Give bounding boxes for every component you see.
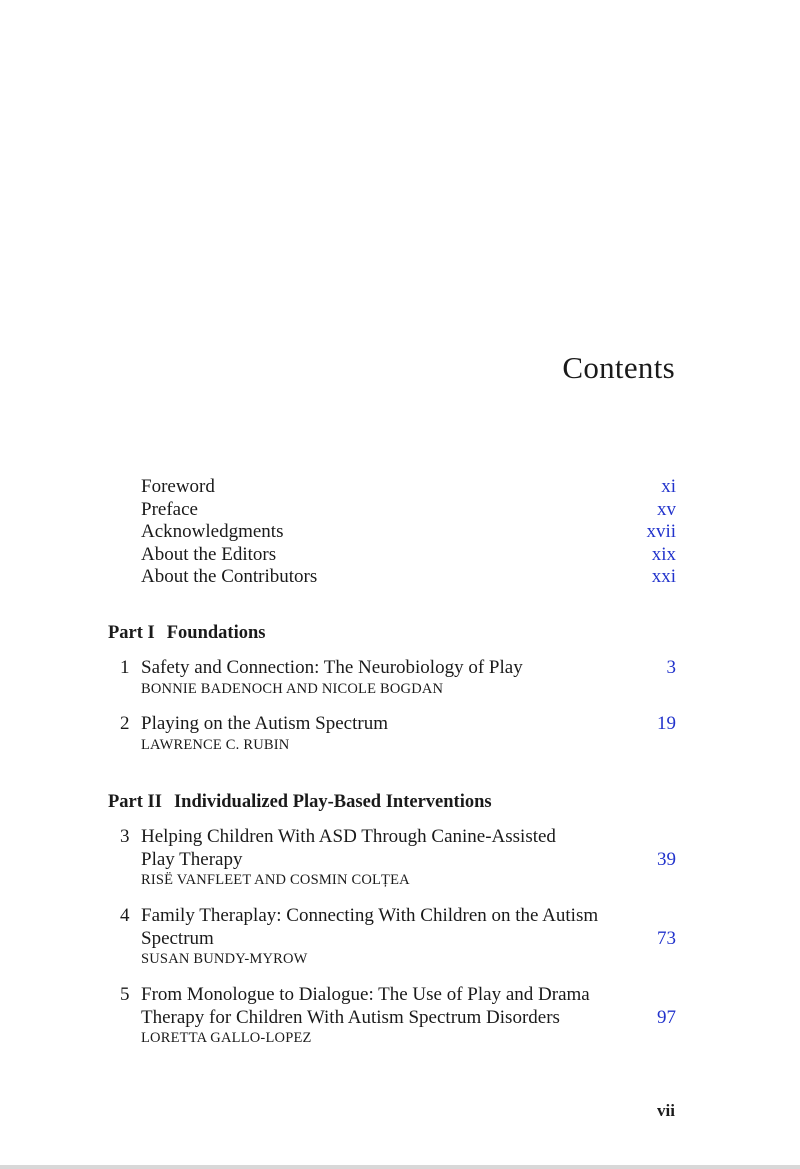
- chapter-author: LAWRENCE C. RUBIN: [141, 736, 290, 753]
- entry-page-number[interactable]: xxi: [651, 566, 676, 587]
- entry-title: About the Contributors: [141, 566, 318, 587]
- chapter-page-number[interactable]: 97: [657, 1006, 676, 1028]
- entry-page-number[interactable]: xi: [661, 476, 676, 497]
- part-heading: [108, 792, 492, 813]
- entry-page-number[interactable]: xix: [651, 543, 676, 565]
- entry-page-number[interactable]: xv: [657, 498, 676, 520]
- toc-entry-about-contributors[interactable]: [141, 566, 676, 589]
- part-label: Part I: [108, 623, 155, 643]
- entry-title: Preface: [141, 498, 198, 520]
- part-title: Foundations: [166, 623, 266, 643]
- toc-entry-preface[interactable]: [141, 499, 676, 522]
- chapter-title-line: Playing on the Autism Spectrum: [141, 713, 388, 734]
- entry-page-number[interactable]: xvii: [646, 521, 676, 542]
- chapter-title-line: Therapy for Children With Autism Spectrum Disorders: [141, 1006, 560, 1028]
- contents-heading: Contents: [562, 350, 675, 385]
- toc-entry-acknowledgments[interactable]: [141, 521, 676, 544]
- part-label: Part II: [108, 792, 162, 812]
- page-folio: vii: [657, 1101, 675, 1120]
- chapter-entry[interactable]: [108, 905, 676, 969]
- chapter-page-number[interactable]: 3: [666, 657, 676, 678]
- chapter-author: LORETTA GALLO-LOPEZ: [141, 1030, 312, 1046]
- part-title: Individualized Play-Based Interventions: [173, 792, 492, 812]
- chapter-page-number[interactable]: 73: [657, 927, 676, 949]
- page-bottom-edge: [0, 1165, 800, 1169]
- chapter-number: 4: [120, 905, 130, 926]
- chapter-page-number[interactable]: 19: [657, 713, 676, 734]
- chapter-title-line: Safety and Connection: The Neurobiology of Play: [141, 657, 523, 678]
- chapter-entry[interactable]: [108, 713, 676, 755]
- chapter-page-number[interactable]: 39: [657, 848, 676, 870]
- entry-title: About the Editors: [141, 543, 277, 565]
- chapter-author: BONNIE BADENOCH AND NICOLE BOGDAN: [141, 680, 444, 697]
- chapter-number: 1: [120, 657, 130, 678]
- chapter-title-line: Family Theraplay: Connecting With Children on the Autism: [141, 905, 599, 926]
- chapter-entry[interactable]: [108, 984, 676, 1048]
- chapter-number: 2: [120, 713, 130, 734]
- entry-title: Acknowledgments: [141, 521, 284, 542]
- chapter-title-line: Play Therapy: [141, 848, 243, 870]
- chapter-entry[interactable]: [108, 657, 676, 699]
- chapter-author: SUSAN BUNDY-MYROW: [141, 951, 308, 967]
- chapter-number: 3: [120, 826, 130, 847]
- front-matter-list: [141, 476, 676, 589]
- chapter-title-line: From Monologue to Dialogue: The Use of Play and Drama: [141, 984, 590, 1005]
- chapter-author: RISË VANFLEET AND COSMIN COLȚEA: [141, 872, 410, 888]
- chapter-title-line: Helping Children With ASD Through Canine-Assisted: [141, 826, 556, 847]
- chapter-number: 5: [120, 984, 130, 1005]
- toc-entry-foreword[interactable]: [141, 476, 676, 499]
- chapter-entry[interactable]: [108, 826, 676, 890]
- toc-entry-about-editors[interactable]: [141, 544, 676, 567]
- entry-title: Foreword: [141, 476, 215, 497]
- part-heading: [108, 623, 265, 644]
- chapter-title-line: Spectrum: [141, 927, 214, 949]
